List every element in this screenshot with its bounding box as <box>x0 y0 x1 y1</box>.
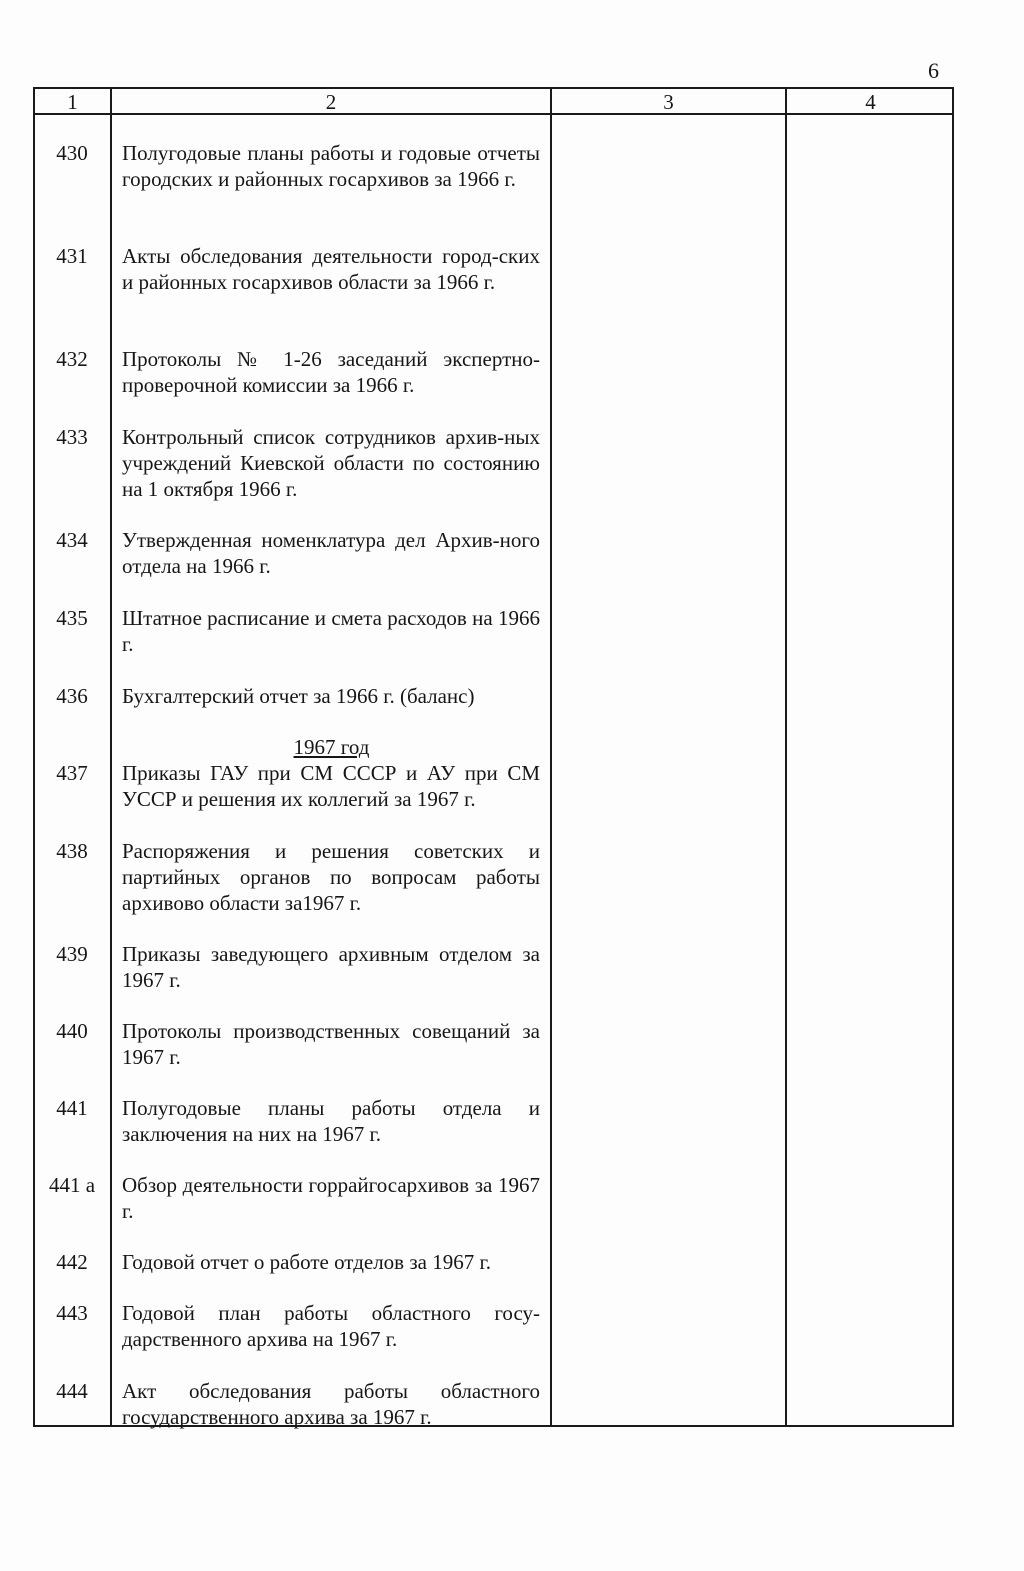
entry-number: 433 <box>56 425 88 449</box>
entry-number: 439 <box>56 942 88 966</box>
entry-title: Распоряжения и решения советских и партийных органов по вопросам работы архивово области за1967 г. <box>122 839 540 915</box>
column-header-4: 4 <box>865 90 876 114</box>
entry-title: Акт обследования работы областного государственного архива за 1967 г. <box>122 1379 540 1429</box>
entry-number: 430 <box>56 141 88 165</box>
entry-title: Обзор деятельности горрайгосархивов за 1967 г. <box>122 1173 540 1223</box>
entry-number: 442 <box>56 1250 88 1274</box>
entry-number: 431 <box>56 244 88 268</box>
entry-number: 436 <box>56 684 88 708</box>
entry-number: 443 <box>56 1301 88 1325</box>
entry-title: Приказы ГАУ при СМ СССР и АУ при СМ УССР и решения их коллегий за 1967 г. <box>122 761 540 811</box>
entry-title: Утвержденная номенклатура дел Архив-ного отдела на 1966 г. <box>122 528 540 578</box>
entry-title: Акты обследования деятельности город-ских и районных госархивов области за 1966 г. <box>122 244 540 294</box>
column-header-1: 1 <box>67 90 78 114</box>
entry-number: 435 <box>56 606 88 630</box>
entry-number: 437 <box>56 761 88 785</box>
page-number: 6 <box>928 58 939 83</box>
entry-title: Протоколы производственных совещаний за 1967 г. <box>122 1019 540 1069</box>
entry-number: 440 <box>56 1019 88 1043</box>
entry-number: 441 <box>56 1096 88 1120</box>
entry-title: Годовой план работы областного госу-дарственного архива на 1967 г. <box>122 1301 540 1351</box>
entry-title: Полугодовые планы работы отдела и заключения на них на 1967 г. <box>122 1096 540 1146</box>
entry-title: Бухгалтерский отчет за 1966 г. (баланс) <box>122 684 475 708</box>
column-header-2: 2 <box>325 90 337 114</box>
entry-title: Приказы заведующего архивным отделом за 1967 г. <box>122 942 540 992</box>
entry-number: 438 <box>56 839 88 863</box>
entry-title: Штатное расписание и смета расходов на 1966 г. <box>122 606 540 656</box>
entry-number: 444 <box>56 1379 88 1403</box>
entry-number: 441 а <box>48 1173 96 1197</box>
entry-title: Контрольный список сотрудников архив-ных учреждений Киевской области по состоянию на 1 октября 1966 г. <box>122 425 540 501</box>
entry-title: Полугодовые планы работы и годовые отчеты городских и районных госархивов за 1966 г. <box>122 141 540 191</box>
archive-register-table <box>33 87 954 1427</box>
column-header-3: 3 <box>663 90 674 114</box>
entry-title: Годовой отчет о работе отделов за 1967 г. <box>122 1250 491 1274</box>
entry-number: 434 <box>56 528 88 552</box>
column-divider <box>785 89 787 1425</box>
entry-title: Протоколы № 1-26 заседаний экспертно-проверочной комиссии за 1966 г. <box>122 347 540 397</box>
entry-number: 432 <box>56 347 88 371</box>
year-section-heading: 1967 год <box>293 735 370 759</box>
